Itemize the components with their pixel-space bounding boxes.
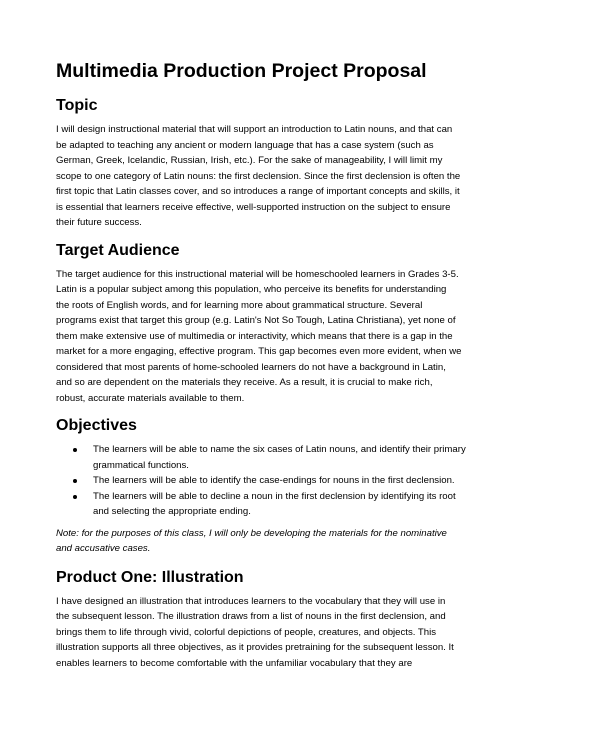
product-one-line: the subsequent lesson. The illustration draws from a list of nouns in the first declension, and — [56, 611, 446, 622]
document-title: Multimedia Production Project Proposal — [56, 60, 427, 82]
product-one-line: I have designed an illustration that introduces learners to the vocabulary that they will use in — [56, 595, 446, 607]
objective-item — [73, 442, 556, 473]
product-one-paragraph — [56, 594, 556, 672]
target-audience-line: robust, accurate materials available to them. — [56, 392, 245, 404]
document-content — [56, 58, 556, 680]
target-audience-line: and so are dependent on the materials they receive. As a result, it is crucial to make rich, — [56, 377, 433, 388]
bullet-icon — [73, 495, 77, 499]
topic-line: German, Greek, Icelandic, Russian, Irish, etc.). For the sake of manageability, I will limit my — [56, 155, 443, 166]
note-line: and accusative cases. — [56, 543, 151, 554]
target-audience-heading: Target Audience — [56, 241, 180, 259]
target-audience-paragraph — [56, 267, 556, 407]
target-audience-line: Latin is a popular subject among this population, who perceive its benefits for understanding — [56, 284, 447, 295]
objective-item — [73, 473, 556, 489]
topic-line: their future success. — [56, 217, 142, 228]
objective-line: The learners will be able to name the six cases of Latin nouns, and identify their primary — [93, 444, 466, 455]
topic-heading: Topic — [56, 97, 98, 114]
objectives-heading: Objectives — [56, 417, 137, 434]
topic-line: first topic that Latin classes cover, and so introduces a range of important concepts and skills, it — [56, 186, 460, 197]
objective-line: The learners will be able to identify the case-endings for nouns in the first declension. — [93, 475, 455, 486]
product-one-heading: Product One: Illustration — [56, 568, 244, 586]
target-audience-line: considered that most parents of home-schooled learners do not have a background in Latin, — [56, 361, 446, 373]
objective-line: grammatical functions. — [93, 459, 189, 471]
topic-line: is essential that learners receive effective, well-supported instruction on the subject to ensure — [56, 201, 451, 213]
target-audience-line: market for a more engaging, effective program. This gap becomes even more evident, when we — [56, 346, 462, 357]
product-one-line: enables learners to become comfortable with the unfamiliar vocabulary that they are — [56, 657, 413, 669]
target-audience-line: them make extensive use of multimedia or interactivity, which means that there is a gap in the — [56, 330, 453, 342]
target-audience-line: the roots of English words, and for learning more about grammatical structure. Several — [56, 299, 423, 311]
target-audience-line: programs exist that target this group (e.g. Latin's Not So Tough, Latina Christiana), yet none of — [56, 315, 456, 326]
objective-line: The learners will be able to decline a noun in the first declension by identifying its root — [93, 490, 456, 502]
topic-paragraph — [56, 122, 556, 231]
note-line: Note: for the purposes of this class, I will only be developing the materials for the nominative — [56, 527, 447, 539]
product-one-line: illustration supports all three objectives, as it provides pretraining for the subsequent lesson. It — [56, 642, 454, 653]
topic-line: scope to one category of Latin nouns: the first declension. Since the first declension is often the — [56, 170, 461, 182]
topic-line: be adapted to teaching any ancient or modern language that has a case system (such as — [56, 139, 434, 151]
product-one-line: brings them to life through vivid, colorful depictions of people, creatures, and objects. This — [56, 626, 437, 638]
objectives-note — [56, 526, 556, 557]
bullet-icon — [73, 479, 77, 483]
target-audience-line: The target audience for this instructional material will be homeschooled learners in Grades 3-5. — [56, 268, 459, 280]
objectives-list — [56, 442, 556, 520]
objective-item — [73, 489, 556, 520]
topic-line: I will design instructional material that will support an introduction to Latin nouns, and that can — [56, 124, 453, 135]
objective-line: and selecting the appropriate ending. — [93, 506, 251, 517]
bullet-icon — [73, 448, 77, 452]
